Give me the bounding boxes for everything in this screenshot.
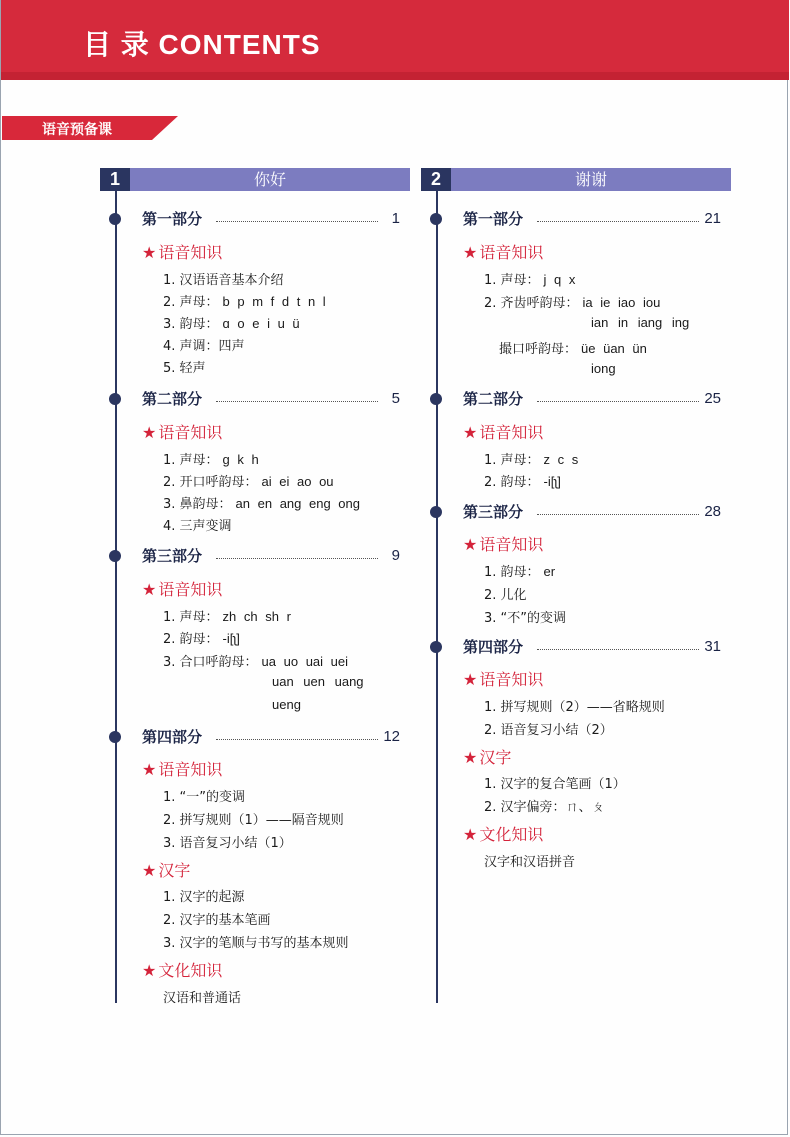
- item-value: an en ang eng ong: [235, 496, 360, 511]
- item-text: 3. 合口呼韵母：: [163, 655, 258, 670]
- item-value: ɑ o e i u ü: [222, 316, 300, 331]
- item-text: 3. “不”的变调: [484, 611, 567, 626]
- category-heading: [142, 420, 222, 443]
- item-text: 1. 汉字的复合笔画（1）: [484, 777, 626, 792]
- list-item: [163, 493, 360, 512]
- item-value: ia ie iao iou: [582, 295, 661, 310]
- list-item: [163, 269, 284, 288]
- page-number: 9: [391, 547, 400, 564]
- star-icon: ★: [142, 243, 157, 262]
- item-value: ua uo uai uei: [261, 654, 348, 669]
- part-title: 第四部分: [463, 638, 524, 656]
- category-label: 汉字: [158, 861, 191, 880]
- item-text: 2. 开口呼韵母：: [163, 475, 258, 490]
- category-label: 语音知识: [479, 243, 544, 262]
- list-item: [163, 628, 240, 647]
- star-icon: ★: [463, 670, 478, 689]
- item-value: ai ei ao ou: [261, 474, 334, 489]
- part-title: 第二部分: [142, 390, 203, 408]
- category-heading: [142, 757, 222, 780]
- page-number: 31: [704, 638, 721, 655]
- item-text: 4. 三声变调: [163, 519, 232, 534]
- list-item: [484, 773, 626, 792]
- dot-leader: [216, 558, 378, 559]
- item-text: 2. 拼写规则（1）——隔音规则: [163, 813, 344, 828]
- section-tab: [2, 116, 152, 140]
- item-text: 1. 声母：: [484, 453, 540, 468]
- toc-entry[interactable]: [421, 208, 721, 230]
- category-heading: [142, 958, 222, 981]
- category-heading: [463, 420, 543, 443]
- item-text: 4. 声调：四声: [163, 339, 245, 354]
- category-label: 语音知识: [479, 423, 544, 442]
- item-value: g k h: [222, 452, 259, 467]
- item-text: 1. 声母：: [163, 453, 219, 468]
- list-item: [163, 909, 271, 928]
- timeline-dot: [109, 213, 121, 225]
- item-text: 1. 声母：: [163, 610, 219, 625]
- list-item: [163, 313, 300, 332]
- list-item: [163, 886, 245, 905]
- item-text: 1. 声母：: [484, 273, 540, 288]
- list-item: [163, 515, 232, 534]
- item-text: 2. 语音复习小结（2）: [484, 723, 613, 738]
- part-title: 第一部分: [463, 210, 524, 228]
- dot-leader: [537, 401, 699, 402]
- list-item: [499, 338, 647, 357]
- page-number: 1: [391, 210, 400, 227]
- list-item: [484, 719, 613, 738]
- item-value-cont: uan uen uang: [272, 674, 364, 689]
- item-text: 3. 鼻韵母：: [163, 497, 232, 512]
- item-text: 3. 韵母：: [163, 317, 219, 332]
- item-text: 2. 汉字的基本笔画: [163, 913, 271, 928]
- item-text: 1. 汉字的起源: [163, 890, 245, 905]
- toc-entry[interactable]: [100, 208, 400, 230]
- star-icon: ★: [142, 861, 157, 880]
- timeline-dot: [109, 731, 121, 743]
- list-item: [484, 449, 578, 468]
- item-value-cont: ueng: [272, 697, 301, 712]
- page-number: 25: [704, 390, 721, 407]
- star-icon: ★: [142, 580, 157, 599]
- category-label: 文化知识: [479, 825, 544, 844]
- dot-leader: [537, 514, 699, 515]
- list-item: [484, 584, 527, 603]
- star-icon: ★: [463, 535, 478, 554]
- list-item: [163, 932, 349, 951]
- category-label: 文化知识: [158, 961, 223, 980]
- header-banner: [1, 0, 789, 80]
- dot-leader: [537, 649, 699, 650]
- list-item: [163, 449, 259, 468]
- category-heading: [142, 858, 190, 881]
- list-item: [163, 291, 326, 310]
- item-text: 撮口呼韵母：: [499, 342, 578, 357]
- category-label: 语音知识: [158, 580, 223, 599]
- item-text: 2. 声母：: [163, 295, 219, 310]
- item-text: 3. 汉字的笔顺与书写的基本规则: [163, 936, 349, 951]
- item-value-cont: ian in iang ing: [591, 315, 690, 330]
- star-icon: ★: [463, 825, 478, 844]
- part-title: 第四部分: [142, 728, 203, 746]
- list-item: [484, 607, 566, 626]
- category-heading: [463, 240, 543, 263]
- item-value: -i[ʅ]: [222, 631, 240, 646]
- list-item: [163, 357, 206, 376]
- category-label: 语音知识: [158, 760, 223, 779]
- item-text: 2. 儿化: [484, 588, 527, 603]
- item-text: 5. 轻声: [163, 361, 206, 376]
- list-item: [163, 651, 348, 670]
- list-item: [484, 696, 665, 715]
- item-text: 1. “一”的变调: [163, 790, 246, 805]
- star-icon: ★: [142, 423, 157, 442]
- toc-entry[interactable]: [100, 726, 400, 748]
- lesson-header: [100, 168, 410, 191]
- list-item: [163, 335, 245, 354]
- category-label: 语音知识: [158, 423, 223, 442]
- part-title: 第三部分: [142, 547, 203, 565]
- category-heading: [142, 240, 222, 263]
- list-item: [163, 832, 292, 851]
- list-item: [484, 561, 555, 580]
- lesson-title: 谢谢: [574, 170, 607, 189]
- item-text: 2. 韵母：: [484, 475, 540, 490]
- dot-leader: [216, 221, 378, 222]
- category-heading: [463, 667, 543, 690]
- banner-shade: [1, 72, 789, 80]
- part-title: 第三部分: [463, 503, 524, 521]
- list-item: [163, 471, 334, 490]
- lesson-title: 你好: [253, 170, 286, 189]
- item-value: z c s: [543, 452, 579, 467]
- item-text: 2. 汉字偏旁：ㄇ、ㄆ: [484, 800, 605, 815]
- item-text: 1. 汉语语音基本介绍: [163, 273, 284, 288]
- lesson-number: 2: [421, 168, 451, 191]
- star-icon: ★: [142, 760, 157, 779]
- toc-entry[interactable]: [100, 388, 400, 410]
- category-heading: [463, 745, 511, 768]
- item-value: b p m f d t n l: [222, 294, 326, 309]
- list-item: [163, 786, 245, 805]
- list-item: [163, 606, 291, 625]
- page-number: 12: [383, 728, 400, 745]
- item-value: -i[ʅ]: [543, 474, 561, 489]
- dot-leader: [216, 401, 378, 402]
- item-text: 2. 韵母：: [163, 632, 219, 647]
- item-value-cont: iong: [591, 361, 616, 376]
- category-heading: [142, 577, 222, 600]
- toc-entry[interactable]: [421, 388, 721, 410]
- category-label: 语音知识: [479, 535, 544, 554]
- part-title: 第二部分: [463, 390, 524, 408]
- item-value: j q x: [543, 272, 576, 287]
- culture-text: 汉语和普通话: [163, 991, 242, 1006]
- list-item: [484, 269, 575, 288]
- star-icon: ★: [463, 748, 478, 767]
- item-text: 3. 语音复习小结（1）: [163, 836, 292, 851]
- category-heading: [463, 822, 543, 845]
- timeline-dot: [109, 393, 121, 405]
- timeline-dot: [430, 641, 442, 653]
- item-value: üe üan ün: [581, 341, 647, 356]
- page-number: 28: [704, 503, 721, 520]
- item-text: 1. 拼写规则（2）——省略规则: [484, 700, 665, 715]
- timeline-dot: [430, 506, 442, 518]
- timeline-line: [115, 191, 117, 1003]
- star-icon: ★: [463, 243, 478, 262]
- timeline-line: [436, 191, 438, 1003]
- list-item: [484, 471, 561, 490]
- item-text: 2. 齐齿呼韵母：: [484, 296, 579, 311]
- category-label: 汉字: [479, 748, 512, 767]
- dot-leader: [537, 221, 699, 222]
- lesson-number: 1: [100, 168, 130, 191]
- section-label: 语音预备课: [42, 122, 112, 138]
- part-title: 第一部分: [142, 210, 203, 228]
- list-item: [484, 292, 660, 311]
- lesson-header: [421, 168, 731, 191]
- timeline-dot: [430, 213, 442, 225]
- list-item: [163, 809, 344, 828]
- toc-entry[interactable]: [100, 545, 400, 567]
- toc-entry[interactable]: [421, 501, 721, 523]
- category-label: 语音知识: [479, 670, 544, 689]
- star-icon: ★: [463, 423, 478, 442]
- timeline-dot: [430, 393, 442, 405]
- item-text: 1. 韵母：: [484, 565, 540, 580]
- star-icon: ★: [142, 961, 157, 980]
- toc-entry[interactable]: [421, 636, 721, 658]
- item-value: er: [543, 564, 556, 579]
- dot-leader: [216, 739, 378, 740]
- category-heading: [463, 532, 543, 555]
- item-value: zh ch sh r: [222, 609, 291, 624]
- culture-text: 汉字和汉语拼音: [484, 855, 576, 870]
- page-number: 21: [704, 210, 721, 227]
- page-number: 5: [391, 390, 400, 407]
- timeline-dot: [109, 550, 121, 562]
- page-title: 目 录 CONTENTS: [83, 29, 321, 60]
- list-item: [484, 796, 605, 815]
- category-label: 语音知识: [158, 243, 223, 262]
